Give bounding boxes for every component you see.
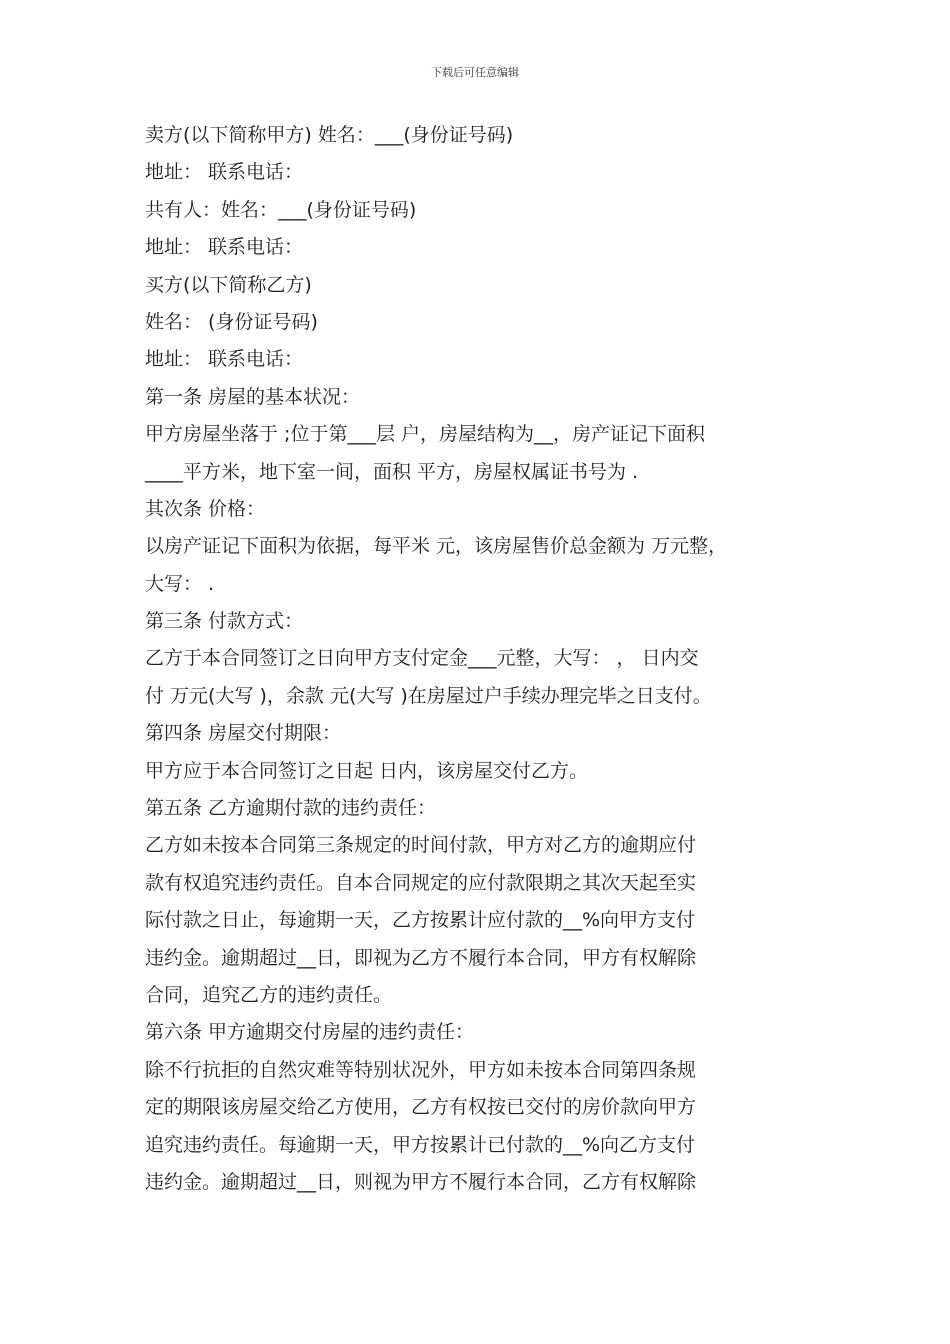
text-line: 合同，追究乙方的违约责任。 (145, 983, 393, 1006)
text-line: 款有权追究违约责任。自本合同规定的应付款限期之其次天起至实 (145, 871, 697, 894)
text-line: 违约金。逾期超过__日，则视为甲方不履行本合同，乙方有权解除 (145, 1170, 697, 1193)
text-line: 违约金。逾期超过__日，即视为乙方不履行本合同，甲方有权解除 (145, 946, 697, 969)
text-line: 买方(以下简称乙方) (145, 273, 312, 296)
text-line: 地址： 联系电话： (145, 236, 304, 259)
section-heading: 其次条 价格： (145, 497, 266, 520)
section-heading: 第五条 乙方逾期付款的违约责任： (145, 797, 437, 820)
section-heading: 第六条 甲方逾期交付房屋的违约责任： (145, 1021, 475, 1044)
text-line: 共有人：姓名：___(身份证号码) (145, 198, 417, 221)
text-line: 地址： 联系电话： (145, 348, 304, 371)
text-line: 乙方如未按本合同第三条规定的时间付款，甲方对乙方的逾期应付 (145, 834, 697, 857)
text-line: 以房产证记下面积为依据，每平米 元，该房屋售价总金额为 万元整， (145, 535, 728, 558)
section-heading: 第四条 房屋交付期限： (145, 722, 342, 745)
document-body (145, 117, 810, 1201)
text-line: 追究违约责任。每逾期一天，甲方按累计已付款的__%向乙方支付 (145, 1133, 696, 1156)
text-line: 际付款之日止，每逾期一天，乙方按累计应付款的__%向甲方支付 (145, 909, 696, 932)
text-line: 姓名： (身份证号码) (145, 310, 318, 333)
text-line: 除不行抗拒的自然灾难等特别状况外，甲方如未按本合同第四条规 (145, 1058, 697, 1081)
text-line: 甲方应于本合同签订之日起 日内，该房屋交付乙方。 (145, 759, 589, 782)
text-line: 大写： . (145, 572, 215, 595)
text-line: 付 万元(大写 )，余款 元(大写 )在房屋过户手续办理完毕之日支付。 (145, 684, 712, 707)
text-line: ____平方米，地下室一间，面积 平方，房屋权属证书号为 . (145, 460, 639, 483)
text-line: 地址： 联系电话： (145, 161, 304, 184)
text-line: 甲方房屋坐落于 ;位于第___层 户，房屋结构为__，房产证记下面积 (145, 423, 705, 446)
text-line: 定的期限该房屋交给乙方使用，乙方有权按已交付的房价款向甲方 (145, 1096, 697, 1119)
text-line: 乙方于本合同签订之日向甲方支付定金___元整，大写： ， 日内交 (145, 647, 699, 670)
header-note: 下载后可任意编辑 (431, 66, 519, 79)
section-heading: 第一条 房屋的基本状况： (145, 385, 361, 408)
text-line: 卖方(以下简称甲方) 姓名：___(身份证号码) (145, 124, 514, 146)
section-heading: 第三条 付款方式： (145, 610, 304, 633)
